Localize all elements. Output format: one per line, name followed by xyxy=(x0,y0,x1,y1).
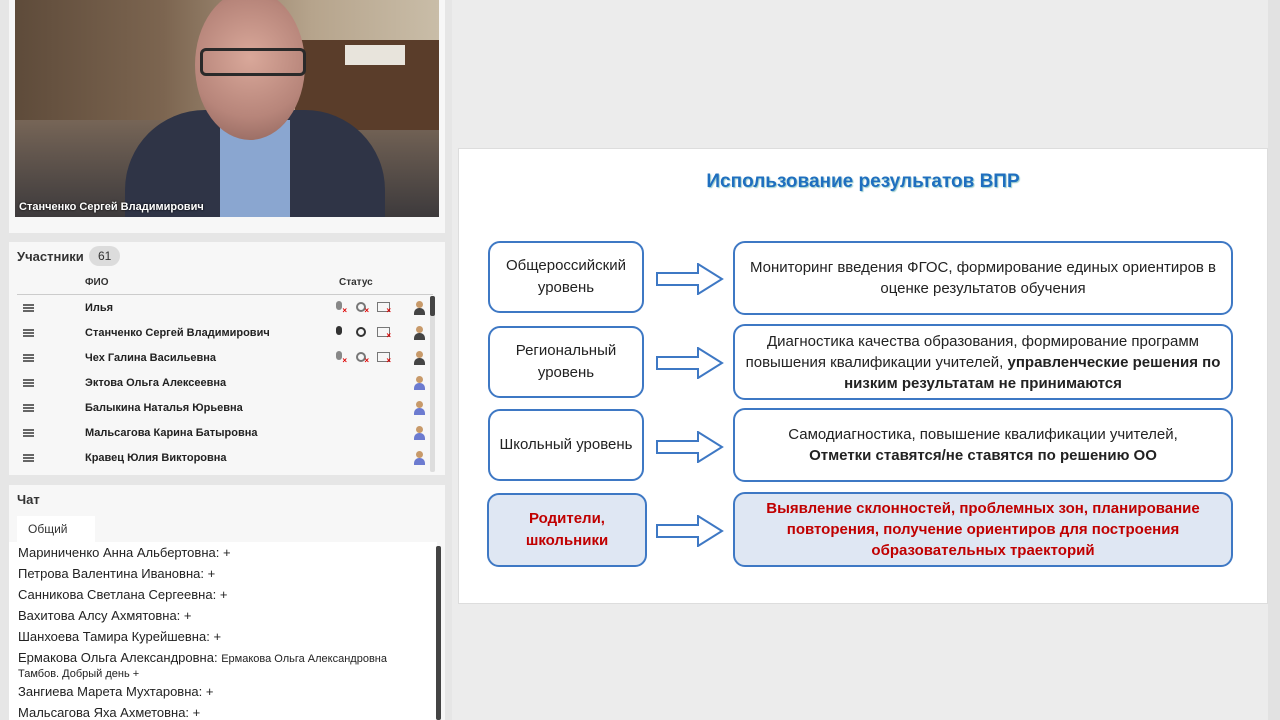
chat-message xyxy=(18,588,430,602)
participant-name: Станченко Сергей Владимирович xyxy=(85,327,270,339)
participant-name: Балыкина Наталья Юрьевна xyxy=(85,402,243,414)
speaker-name-label: Станченко Сергей Владимирович xyxy=(19,201,204,213)
drag-handle-icon[interactable] xyxy=(23,329,34,337)
camera-off-icon[interactable]: × xyxy=(355,351,367,365)
arrow-right-icon xyxy=(656,431,724,463)
participants-count-badge: 61 xyxy=(89,246,120,266)
screen-off-icon[interactable]: × xyxy=(377,301,389,315)
description-bold-text: управленческие решения по низким результатам не принимаются xyxy=(844,353,1221,392)
chat-message xyxy=(18,567,430,581)
chat-text: + xyxy=(205,684,214,699)
mic-off-icon[interactable]: × xyxy=(333,301,345,315)
column-header-fio[interactable]: ФИО xyxy=(85,277,109,288)
participant-row[interactable] xyxy=(17,396,433,421)
left-panel xyxy=(0,0,452,720)
mic-on-icon[interactable] xyxy=(333,326,345,340)
drag-handle-icon[interactable] xyxy=(23,379,34,387)
chat-author: Ермакова Ольга Александровна: xyxy=(18,650,218,665)
participant-row[interactable] xyxy=(17,421,433,446)
column-header-status[interactable]: Статус xyxy=(339,277,373,288)
level-box-parents: Родители, школьники xyxy=(487,493,647,567)
chat-author: Санникова Светлана Сергеевна: xyxy=(18,587,217,602)
chat-message xyxy=(18,630,430,644)
participant-name: Мальсагова Карина Батыровна xyxy=(85,427,258,439)
participant-row[interactable] xyxy=(17,296,433,321)
level-box-regional: Региональный уровень xyxy=(488,326,644,398)
chat-text: + xyxy=(222,545,231,560)
drag-handle-icon[interactable] xyxy=(23,304,34,312)
chat-scrollbar[interactable] xyxy=(436,546,441,720)
chat-author: Зангиева Марета Мухтаровна: xyxy=(18,684,203,699)
slide-title: Использование результатов ВПР xyxy=(706,171,1020,192)
arrow-right-icon xyxy=(656,263,724,295)
participant-name: Кравец Юлия Викторовна xyxy=(85,452,227,464)
mic-off-icon[interactable]: × xyxy=(333,351,345,365)
user-icon xyxy=(413,376,425,390)
chat-title: Чат xyxy=(17,492,40,507)
presentation-slide xyxy=(458,148,1268,604)
description-bold-text: Отметки ставятся/не ставятся по решению ОО xyxy=(809,447,1157,464)
screen-off-icon[interactable]: × xyxy=(377,351,389,365)
description-box-federal xyxy=(733,241,1233,315)
user-icon xyxy=(413,451,425,465)
user-icon xyxy=(413,426,425,440)
participant-row[interactable] xyxy=(17,446,433,471)
arrow-right-icon xyxy=(656,515,724,547)
participants-scroll-track[interactable] xyxy=(430,296,435,472)
participant-name: Илья xyxy=(85,302,114,314)
chat-text: + xyxy=(219,587,228,602)
chat-messages xyxy=(9,542,437,720)
chat-text: + xyxy=(183,608,192,623)
chat-message xyxy=(18,651,430,681)
description-box-parents xyxy=(733,492,1233,567)
drag-handle-icon[interactable] xyxy=(23,354,34,362)
chat-text: + xyxy=(207,566,216,581)
chat-message xyxy=(18,685,430,699)
drag-handle-icon[interactable] xyxy=(23,454,34,462)
drag-handle-icon[interactable] xyxy=(23,429,34,437)
camera-off-icon[interactable]: × xyxy=(355,301,367,315)
participants-title: Участники xyxy=(17,249,84,264)
user-icon xyxy=(413,351,425,365)
participant-row[interactable] xyxy=(17,321,433,346)
participant-name: Эктова Ольга Алексеевна xyxy=(85,377,227,389)
video-panel xyxy=(9,0,445,233)
chat-tab-general[interactable]: Общий xyxy=(17,516,95,542)
chat-text: + xyxy=(213,629,222,644)
chat-author: Вахитова Алсу Ахмятовна: xyxy=(18,608,181,623)
description-text: Диагностика качества образования, формирование программ повышения квалификации учителей, xyxy=(745,332,1199,371)
chat-message xyxy=(18,706,430,720)
participant-name: Чех Галина Васильевна xyxy=(85,352,216,364)
level-box-school: Школьный уровень xyxy=(488,409,644,481)
header-divider xyxy=(17,294,433,295)
level-box-federal: Общероссийский уровень xyxy=(488,241,644,313)
chat-author: Шанхоева Тамира Курейшевна: xyxy=(18,629,210,644)
chat-author: Петрова Валентина Ивановна: xyxy=(18,566,204,581)
drag-handle-icon[interactable] xyxy=(23,404,34,412)
speaker-glasses xyxy=(200,48,306,76)
description-box-school xyxy=(733,408,1233,482)
camera-on-icon[interactable] xyxy=(355,326,367,340)
user-icon xyxy=(413,326,425,340)
page-scrollbar[interactable] xyxy=(1268,0,1280,720)
screen-off-icon[interactable]: × xyxy=(377,326,389,340)
chat-author: Мариниченко Анна Альбертовна: xyxy=(18,545,220,560)
chat-panel xyxy=(9,485,445,720)
chat-text: Ермакова Ольга Александровна Тамбов. Добрый день + xyxy=(18,653,387,680)
description-text: Мониторинг введения ФГОС, формирование единых ориентиров в оценке результатов обучения xyxy=(749,259,1217,297)
participant-row[interactable] xyxy=(17,371,433,396)
video-papers xyxy=(345,45,405,65)
description-text: Самодиагностика, повышение квалификации учителей, xyxy=(788,426,1178,443)
arrow-right-icon xyxy=(656,347,724,379)
description-box-regional xyxy=(733,324,1233,400)
participant-row[interactable] xyxy=(17,346,433,371)
speaker-video[interactable] xyxy=(15,0,439,217)
chat-text: + xyxy=(192,705,201,720)
participants-panel xyxy=(9,242,445,475)
description-bold-text: Выявление склонностей, проблемных зон, планирование повторения, получение ориентиров для построения образовательных траекторий xyxy=(766,500,1200,559)
chat-message xyxy=(18,609,430,623)
chat-message xyxy=(18,546,430,560)
user-icon xyxy=(413,301,425,315)
user-icon xyxy=(413,401,425,415)
chat-author: Мальсагова Яха Ахметовна: xyxy=(18,705,190,720)
participants-scrollbar[interactable] xyxy=(430,296,435,316)
